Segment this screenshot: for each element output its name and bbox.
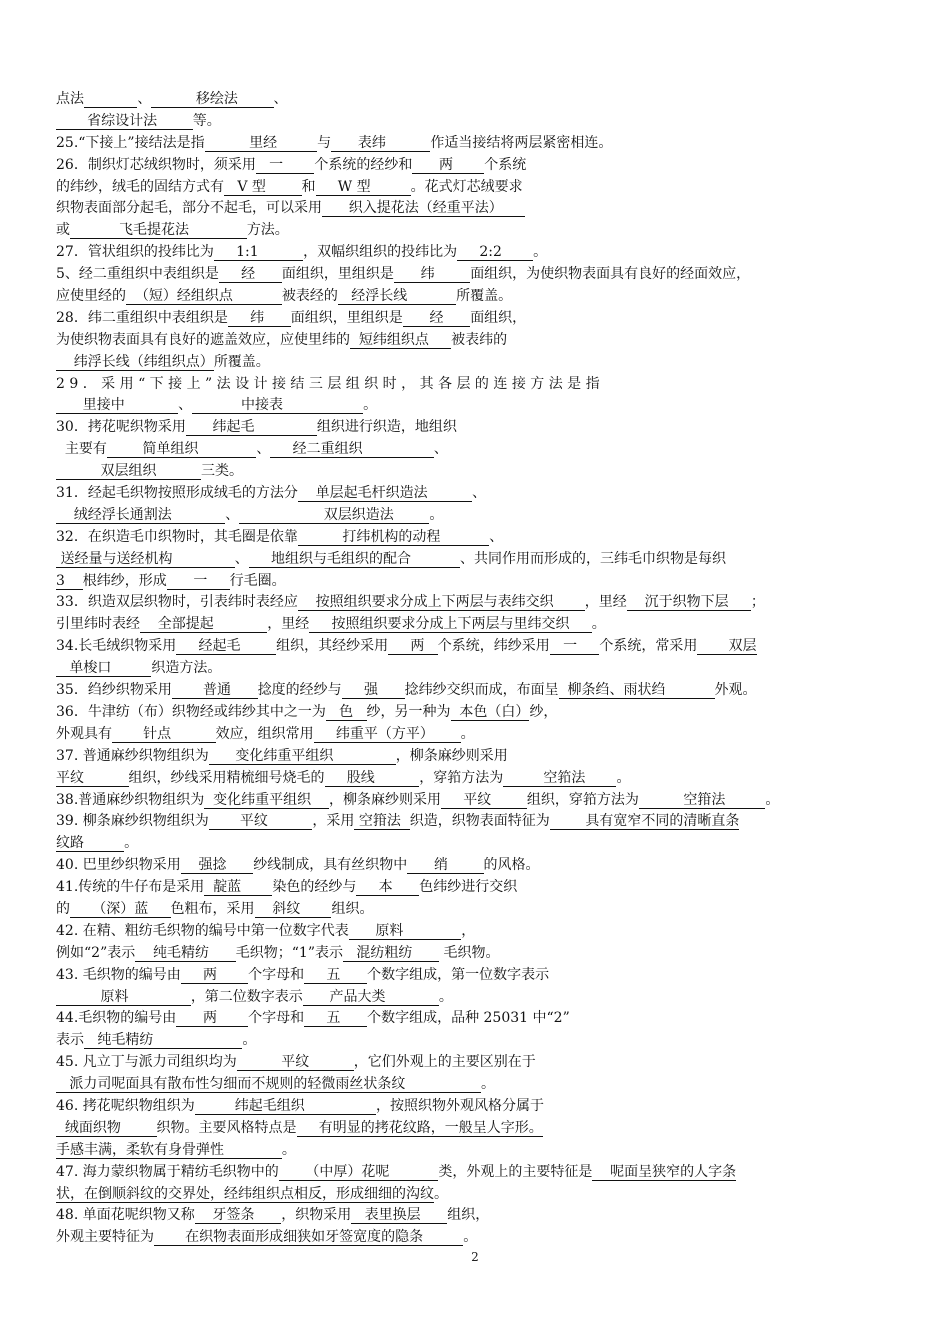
question-text: 的风格。 bbox=[483, 857, 540, 874]
question-text: 个数字组成，第一位数字表示 bbox=[367, 966, 550, 983]
question-text: 面组织，里组织是 bbox=[281, 266, 394, 283]
question-text: 表示 bbox=[56, 1032, 84, 1049]
question-text: 。 bbox=[591, 616, 606, 633]
answer-blank: 斜纹 bbox=[254, 900, 332, 917]
answer-blank bbox=[56, 113, 78, 130]
question-text: 个系统 bbox=[484, 156, 527, 173]
answer-blank: 双层织造法 bbox=[239, 506, 430, 523]
text-line bbox=[56, 417, 898, 439]
text-line bbox=[56, 1227, 898, 1249]
answer-blank: 经起毛 bbox=[176, 638, 277, 655]
answer-blank: 空箝法 bbox=[354, 813, 410, 830]
text-line bbox=[56, 943, 898, 965]
question-text: 外观具有 bbox=[56, 725, 112, 742]
question-text: 。 bbox=[429, 506, 444, 523]
question-text: 44.毛织物的编号由 bbox=[56, 1010, 177, 1027]
question-text: 例如“2”表示 bbox=[56, 944, 136, 961]
answer-blank: 原料 bbox=[56, 988, 191, 1005]
text-line bbox=[56, 1140, 898, 1162]
question-text: ，采用 bbox=[312, 813, 355, 830]
text-line bbox=[56, 198, 898, 220]
text-line bbox=[56, 505, 898, 527]
question-text: 、 bbox=[489, 528, 504, 545]
question-text: 35．绉纱织物采用 bbox=[56, 682, 172, 699]
answer-blank: 表里换层 bbox=[351, 1207, 448, 1224]
text-line bbox=[56, 987, 898, 1009]
question-text: 的 bbox=[56, 900, 70, 917]
answer-blank: 混纺粗纺 bbox=[342, 944, 440, 961]
question-text: 三类。 bbox=[201, 463, 244, 480]
answer-blank: 单梭口 bbox=[56, 660, 152, 677]
answer-blank: W 型 bbox=[315, 178, 411, 195]
text-line bbox=[56, 790, 898, 812]
question-text: 。 bbox=[533, 244, 548, 261]
answer-blank: 两 bbox=[412, 156, 485, 173]
question-text: 36．牛津纺（布）织物经或纬纱其中之一为 bbox=[56, 703, 326, 720]
question-text: 根纬纱，形成 bbox=[82, 572, 167, 589]
question-text: 。 bbox=[242, 1032, 257, 1049]
question-text: 个字母和 bbox=[248, 966, 305, 983]
answer-blank: 绒经浮长通割法 bbox=[56, 506, 226, 523]
question-text: 织物。主要风格特点是 bbox=[156, 1119, 297, 1136]
answer-blank: 本色（白） bbox=[450, 703, 530, 720]
answer-blank: 1:1 bbox=[213, 244, 304, 261]
text-line bbox=[56, 111, 898, 133]
answer-blank: 3 bbox=[56, 572, 83, 589]
question-text: 面组织，为使织物表面具有良好的经面效应， bbox=[470, 266, 751, 283]
text-line bbox=[56, 220, 898, 242]
text-line bbox=[56, 177, 898, 199]
answer-blank: 呢面呈狭窄的人字条 bbox=[592, 1163, 737, 1180]
answer-blank: 移绘法 bbox=[151, 91, 274, 107]
question-text: 组织。 bbox=[331, 900, 374, 917]
question-text: 面组织， bbox=[470, 309, 527, 326]
question-text: 主要有 bbox=[56, 441, 107, 458]
question-text: ，柳条麻纱则采用 bbox=[328, 791, 441, 808]
question-text: 组织，其经纱采用 bbox=[276, 638, 389, 655]
answer-blank: 简单组织 bbox=[106, 441, 257, 458]
text-line bbox=[56, 89, 898, 111]
answer-blank: 两 bbox=[176, 1010, 249, 1027]
answer-blank: 有明显的拷花纹路，一般呈人字形。 bbox=[296, 1119, 543, 1136]
answer-blank: 纬起毛组织 bbox=[194, 1097, 376, 1114]
answer-blank: 手感丰满，柔软有身骨弹性 bbox=[56, 1141, 282, 1158]
text-line bbox=[56, 1118, 898, 1140]
question-text: 效应，组织常用 bbox=[215, 725, 314, 742]
question-text: 被表纬的 bbox=[451, 331, 508, 348]
answer-blank: 平纹 bbox=[208, 813, 313, 830]
question-text: 类，外观上的主要特征是 bbox=[438, 1163, 593, 1180]
question-text: 42. 在精、粗纺毛织物的编号中第一位数字代表 bbox=[56, 922, 349, 939]
text-line bbox=[56, 921, 898, 943]
answer-blank: 省综设计法 bbox=[78, 112, 193, 129]
question-text: 个系统，常采用 bbox=[599, 638, 698, 655]
answer-blank: 纯毛精纺 bbox=[135, 944, 236, 961]
text-line bbox=[56, 614, 898, 636]
text-line bbox=[56, 483, 898, 505]
question-text: 40. 巴里纱织物采用 bbox=[56, 857, 181, 874]
answer-blank: 经二重组织 bbox=[270, 441, 434, 458]
answer-blank: 纬重平（方平） bbox=[313, 725, 461, 742]
question-text: ，它们外观上的主要区别在于 bbox=[353, 1054, 536, 1071]
question-text: 所覆盖。 bbox=[456, 288, 513, 305]
text-line bbox=[56, 746, 898, 768]
answer-blank: 变化纬重平组织 bbox=[204, 791, 329, 808]
question-text: 、 bbox=[178, 397, 193, 414]
question-text: 织物表面部分起毛，部分不起毛，可以采用 bbox=[56, 200, 322, 217]
question-text: 30．拷花呢织物采用 bbox=[56, 419, 186, 436]
question-text: 染色的经纱与 bbox=[272, 879, 357, 896]
text-line bbox=[56, 571, 898, 593]
text-line bbox=[56, 330, 898, 352]
answer-blank: 经浮长线 bbox=[337, 288, 457, 305]
text-line bbox=[56, 833, 898, 855]
question-text: 28．纬二重组织中表组织是 bbox=[56, 309, 228, 326]
question-text: 、 bbox=[472, 485, 487, 502]
answer-blank: 单层起毛杆织造法 bbox=[297, 485, 473, 502]
question-text: ，里经 bbox=[267, 616, 310, 633]
answer-blank: 双层 bbox=[697, 638, 757, 655]
question-text: 、 bbox=[137, 91, 152, 107]
text-line bbox=[56, 352, 898, 374]
answer-blank: 两 bbox=[388, 638, 438, 655]
question-text: 捻度的经纱与 bbox=[257, 682, 342, 699]
answer-blank: 2:2 bbox=[457, 244, 534, 261]
question-text: 45. 凡立丁与派力司组织均为 bbox=[56, 1054, 237, 1071]
text-line bbox=[56, 1030, 898, 1052]
question-text: 行毛圈。 bbox=[229, 572, 286, 589]
answer-blank: 普通 bbox=[171, 682, 258, 699]
text-line bbox=[56, 724, 898, 746]
question-text: 外观主要特征为 bbox=[56, 1229, 154, 1246]
question-text: 。 bbox=[124, 835, 139, 852]
question-text: 方法。 bbox=[246, 222, 289, 239]
question-text: 作适当接结将两层紧密相连。 bbox=[430, 134, 613, 151]
question-text: 、共同作用而形成的，三纬毛巾织物是每织 bbox=[459, 550, 726, 567]
answer-blank: 平纹 bbox=[56, 769, 129, 786]
answer-blank: 产品大类 bbox=[302, 988, 439, 1005]
answer-blank: 绒面织物 bbox=[56, 1119, 157, 1136]
answer-blank: （深）蓝 bbox=[70, 900, 171, 917]
question-text: 与 bbox=[317, 134, 332, 151]
question-text: 或 bbox=[56, 222, 70, 239]
question-text: 的纬纱，绒毛的固结方式有 bbox=[56, 178, 224, 195]
text-line bbox=[56, 811, 898, 833]
question-text: 、 bbox=[225, 506, 240, 523]
question-text: 。 bbox=[616, 769, 631, 786]
question-text: 色纬纱进行交织 bbox=[419, 879, 518, 896]
question-text: ，柳条麻纱则采用 bbox=[395, 747, 508, 764]
text-line bbox=[56, 680, 898, 702]
answer-blank: 中接表 bbox=[192, 397, 364, 414]
answer-blank: 沉于织物下层 bbox=[626, 594, 751, 611]
question-text: 2 9 ． 采 用 “ 下 接 上 ” 法 设 计 接 结 三 层 组 织 时 ， 其 各 层 的 连 接 方 法 是 指 bbox=[56, 375, 600, 392]
answer-blank: 里经 bbox=[204, 134, 318, 151]
question-text: 纱线制成，具有丝织物中 bbox=[253, 857, 408, 874]
text-line bbox=[56, 374, 898, 396]
question-text: 织造方法。 bbox=[151, 660, 222, 677]
answer-blank: 纬 bbox=[227, 309, 291, 326]
question-text: 为使织物表面具有良好的遮盖效应，应使里纬的 bbox=[56, 331, 350, 348]
answer-blank: 双层组织 bbox=[56, 463, 202, 480]
text-line bbox=[56, 461, 898, 483]
text-line bbox=[56, 877, 898, 899]
answer-blank: 具有宽窄不同的清晰直条 bbox=[549, 813, 740, 830]
question-text: 46. 拷花呢织物组织为 bbox=[56, 1097, 195, 1114]
question-text: 43. 毛织物的编号由 bbox=[56, 966, 181, 983]
question-text: 33．织造双层织物时，引表纬时表经应 bbox=[56, 594, 298, 611]
text-line bbox=[56, 855, 898, 877]
answer-blank: 针点 bbox=[112, 725, 216, 742]
question-text: 点法 bbox=[56, 91, 84, 107]
answer-blank: （中厚）花呢 bbox=[278, 1163, 439, 1180]
question-text: 被表经的 bbox=[281, 288, 338, 305]
question-text: 31．经起毛织物按照形成绒毛的方法分 bbox=[56, 485, 298, 502]
question-text: 。 bbox=[434, 1185, 448, 1202]
answer-blank: 变化纬重平组织 bbox=[208, 747, 396, 764]
text-line bbox=[56, 592, 898, 614]
text-line bbox=[56, 899, 898, 921]
text-line bbox=[56, 549, 898, 571]
answer-blank: 织入提花法（经重平法） bbox=[322, 200, 525, 217]
question-text: 27．管状组织的投纬比为 bbox=[56, 244, 214, 261]
document-body bbox=[56, 89, 898, 1249]
question-text: ，双幅织组织的投纬比为 bbox=[303, 244, 458, 261]
question-text: 毛织物；“1”表示 bbox=[235, 944, 343, 961]
question-text: 25.“下接上”接结法是指 bbox=[56, 134, 205, 151]
question-text: 纱，另一种为 bbox=[366, 703, 451, 720]
text-line bbox=[56, 1162, 898, 1184]
question-text: 。 bbox=[463, 1229, 478, 1246]
question-text: 组织， bbox=[447, 1207, 490, 1224]
question-text: 34.长毛绒织物采用 bbox=[56, 638, 177, 655]
answer-blank: 五 bbox=[304, 1010, 368, 1027]
page-number: 2 bbox=[471, 1250, 479, 1264]
question-text: ，第二位数字表示 bbox=[190, 988, 303, 1005]
answer-blank: 股线 bbox=[324, 769, 420, 786]
answer-blank: 状，在倒顺斜纹的交界处，经纬组织点相反，形成细细的沟纹 bbox=[56, 1185, 434, 1202]
answer-blank: 纬起毛 bbox=[185, 419, 317, 436]
answer-blank: 五 bbox=[304, 966, 368, 983]
answer-blank: 强捻 bbox=[180, 857, 254, 874]
text-line bbox=[56, 636, 898, 658]
answer-blank: 绡 bbox=[407, 857, 484, 874]
text-line bbox=[56, 308, 898, 330]
question-text: 所覆盖。 bbox=[213, 353, 270, 370]
answer-blank: 一 bbox=[166, 572, 230, 589]
question-text: 、 bbox=[256, 441, 271, 458]
answer-blank: 平纹 bbox=[440, 791, 527, 808]
question-text: 。 bbox=[363, 397, 378, 414]
question-text: 48. 单面花呢织物又称 bbox=[56, 1207, 195, 1224]
text-line bbox=[56, 155, 898, 177]
question-text: 色粗布，采用 bbox=[170, 900, 255, 917]
question-text: 个数字组成，品种 25031 中“2” bbox=[367, 1010, 570, 1027]
text-line bbox=[56, 1205, 898, 1227]
text-line bbox=[56, 1052, 898, 1074]
answer-blank: 在织物表面形成细狭如牙签宽度的隐条 bbox=[154, 1229, 464, 1246]
question-text: 个系统，纬纱采用 bbox=[437, 638, 550, 655]
question-text: 、 bbox=[433, 441, 448, 458]
answer-blank: 本 bbox=[356, 879, 420, 896]
text-line bbox=[56, 439, 898, 461]
answer-blank: 表纬 bbox=[331, 134, 431, 151]
answer-blank: 牙签条 bbox=[194, 1207, 282, 1224]
question-text: 、 bbox=[273, 91, 288, 107]
question-text: 等。 bbox=[192, 112, 221, 129]
answer-blank: 一 bbox=[255, 156, 315, 173]
answer-blank: 飞毛提花法 bbox=[70, 222, 247, 239]
answer-blank: 里接中 bbox=[56, 397, 179, 414]
answer-blank: 派力司呢面具有散布性匀细而不规则的轻微雨丝状条纹 bbox=[56, 1076, 482, 1093]
answer-blank: （短）经组织点 bbox=[126, 288, 282, 305]
text-line bbox=[56, 1008, 898, 1030]
question-text: ，里经 bbox=[584, 594, 627, 611]
answer-blank: 打纬机构的动程 bbox=[297, 528, 490, 545]
text-line bbox=[56, 527, 898, 549]
answer-blank: 经 bbox=[218, 266, 282, 283]
text-line bbox=[56, 702, 898, 724]
question-text: 37. 普通麻纱织物组织为 bbox=[56, 747, 209, 764]
text-line bbox=[56, 768, 898, 790]
answer-blank: 经 bbox=[402, 309, 471, 326]
text-line bbox=[56, 395, 898, 417]
answer-blank: 靛蓝 bbox=[204, 879, 273, 896]
answer-blank: 一 bbox=[549, 638, 600, 655]
answer-blank: 地组织与毛组织的配合 bbox=[248, 550, 460, 567]
question-text: 39. 柳条麻纱织物组织为 bbox=[56, 813, 209, 830]
question-text: 个字母和 bbox=[248, 1010, 305, 1027]
question-text: 引里纬时表经 bbox=[56, 616, 140, 633]
question-text: 47. 海力蒙织物属于精纺毛织物中的 bbox=[56, 1163, 279, 1180]
text-line bbox=[56, 286, 898, 308]
question-text: 。 bbox=[281, 1141, 296, 1158]
question-text: 组织，纱线采用精梳细号烧毛的 bbox=[128, 769, 325, 786]
question-text: 应使里经的 bbox=[56, 288, 126, 305]
question-text: 。 bbox=[460, 725, 475, 742]
question-text: 和 bbox=[301, 178, 316, 195]
question-text: 32．在织造毛巾织物时，其毛圈是依靠 bbox=[56, 528, 298, 545]
text-line bbox=[56, 1096, 898, 1118]
question-text: ， bbox=[461, 922, 476, 939]
question-text: 26．制织灯芯绒织物时，须采用 bbox=[56, 156, 256, 173]
question-text: 纱， bbox=[529, 703, 558, 720]
question-text: 毛织物。 bbox=[439, 944, 500, 961]
question-text: 、 bbox=[234, 550, 249, 567]
question-text: 41.传统的牛仔布是采用 bbox=[56, 879, 205, 896]
answer-blank: 纬浮长线（纬组织点） bbox=[56, 353, 214, 370]
answer-blank: 平纹 bbox=[236, 1054, 354, 1071]
question-text: 。 bbox=[481, 1076, 496, 1093]
question-text: ； bbox=[750, 594, 765, 611]
text-line bbox=[56, 658, 898, 680]
question-text: 组织，穿筘方法为 bbox=[526, 791, 639, 808]
answer-blank: 原料 bbox=[348, 922, 462, 939]
answer-blank: 纬 bbox=[393, 266, 471, 283]
answer-blank bbox=[84, 91, 137, 108]
question-text: 捻纬纱交织而成，布面呈 bbox=[404, 682, 559, 699]
text-line bbox=[56, 1184, 898, 1206]
answer-blank: 空筘法 bbox=[503, 769, 617, 786]
question-text: 个系统的经纱和 bbox=[314, 156, 413, 173]
answer-blank: 柳条绉、雨状绉 bbox=[558, 682, 715, 699]
text-line bbox=[56, 242, 898, 264]
question-text: 织造，织物表面特征为 bbox=[409, 813, 550, 830]
question-text: 组织进行织造，地组织 bbox=[316, 419, 457, 436]
text-line bbox=[56, 965, 898, 987]
answer-blank: 色 bbox=[325, 703, 367, 720]
question-text: ，穿筘方法为 bbox=[419, 769, 504, 786]
question-text: 面组织，里组织是 bbox=[290, 309, 403, 326]
question-text: ，织物采用 bbox=[281, 1207, 352, 1224]
question-text: 38.普通麻纱织物组织为 bbox=[56, 791, 205, 808]
question-text: 外观。 bbox=[714, 682, 757, 699]
text-line bbox=[56, 264, 898, 286]
question-text: 。 bbox=[438, 988, 453, 1005]
text-line bbox=[56, 133, 898, 155]
question-text: ，按照织物外观风格分属于 bbox=[375, 1097, 544, 1114]
question-text: 。花式灯芯绒要求 bbox=[410, 178, 523, 195]
answer-blank: 纹路 bbox=[56, 835, 125, 852]
answer-blank: 送经量与送经机构 bbox=[56, 550, 235, 567]
question-text: 5、经二重组织中表组织是 bbox=[56, 266, 219, 283]
answer-blank: 空箝法 bbox=[638, 791, 766, 808]
answer-blank: 强 bbox=[341, 682, 405, 699]
answer-blank: 按照组织要求分成上下两层与表纬交织 bbox=[297, 594, 585, 611]
answer-blank: 两 bbox=[180, 966, 249, 983]
answer-blank: 短纬组织点 bbox=[350, 331, 452, 348]
text-line bbox=[56, 1074, 898, 1096]
answer-blank: V 型 bbox=[224, 178, 302, 195]
answer-blank: 按照组织要求分成上下两层与里纬交织 bbox=[309, 616, 592, 633]
question-text: 。 bbox=[765, 791, 780, 808]
answer-blank: 纯毛精纺 bbox=[84, 1032, 243, 1049]
answer-blank: 全部提起 bbox=[140, 616, 268, 633]
